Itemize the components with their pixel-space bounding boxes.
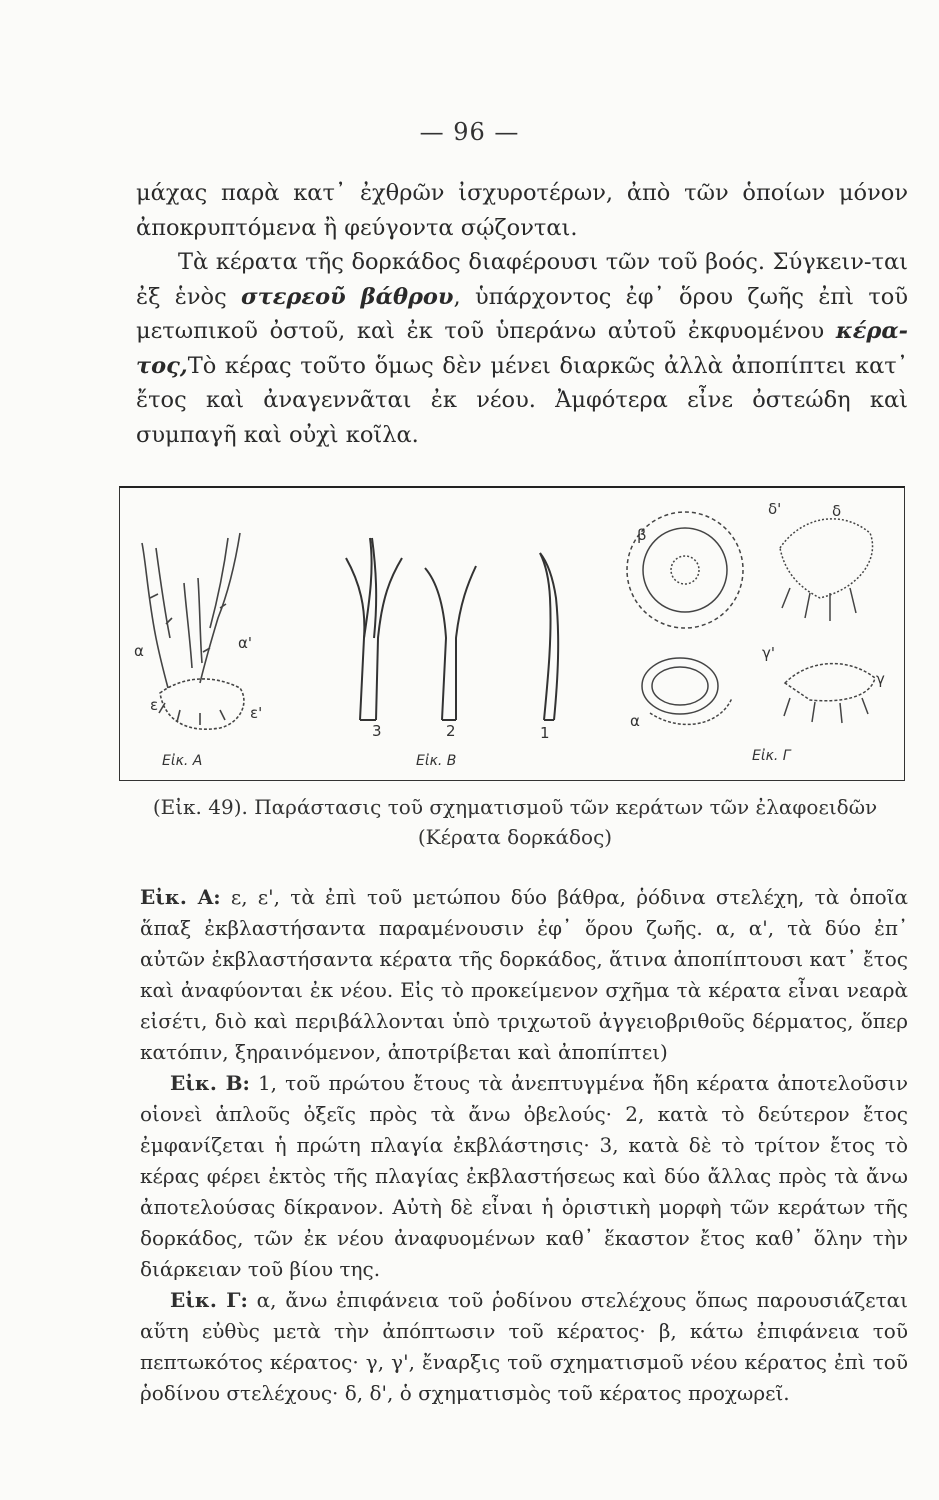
- legend-fig-a: [140, 882, 908, 1068]
- paragraph-2-part-e: Τὸ κέρας τοῦτο ὅμως δὲν μένει διαρκῶς ἀλλὰ ἀποπίπτει κατ᾽ ἔτος καὶ ἀναγεννᾶται ἐκ νέου. Ἀμφότερα εἶνε ὀστεώδη καὶ συμπαγῆ καὶ οὐχὶ κοῖλα.: [136, 352, 908, 448]
- label-g: γ: [876, 670, 885, 688]
- label-fig-b: Εἰκ. Β: [416, 753, 457, 769]
- label-b: β: [637, 526, 647, 544]
- legend-fig-c: [140, 1285, 908, 1409]
- label-a-prime: α': [238, 634, 253, 652]
- legend-fig-a-text: ε, ε', τὰ ἐπὶ τοῦ μετώπου δύο βάθρα, ῥόδινα στελέχη, τὰ ὁποῖα ἅπαξ ἐκβλαστήσαντα παραμένουσιν ἐφ᾽ ὅρου ζωῆς. α, α', τὰ δύο ἐπ᾽ αὐτῶν ἐκβλαστήσαντα κέρατα τῆς δορκάδος, ἅτινα ἀποπίπτουσι κατ᾽ ἔτος καὶ ἀναφύονται ἐκ νέου. Εἰς τὸ προκείμενον σχῆμα τὰ κέρατα εἶναι νεαρὰ εἰσέτι, διὸ καὶ περιβάλλονται ὑπὸ τριχωτοῦ ἀγγειοβριθοῦς δέρματος, ὅπερ κατόπιν, ξηραινόμενον, ἀποτρίβεται καὶ ἀποπίπτει): [140, 885, 909, 1064]
- label-stage-3: 3: [372, 722, 382, 740]
- paragraph-2: [136, 245, 908, 452]
- figure-49: [119, 486, 905, 781]
- fig-b-drawing: [346, 538, 558, 720]
- caption-line-1: (Εἰκ. 49). Παράστασις τοῦ σχηματισμοῦ τῶν κεράτων τῶν ἐλαφοειδῶν: [152, 795, 878, 819]
- legend-fig-b: [140, 1068, 908, 1285]
- fig-c-drawing: [627, 512, 875, 724]
- label-d: δ: [832, 502, 842, 520]
- paragraph-2-part-c: , ὑπάρχοντος ἐφ᾽ ὅρου ζωῆς ἐπὶ τοῦ μετωπικοῦ ὀστοῦ, καὶ ἐκ τοῦ ὑπεράνω αὐτοῦ ἐκφυομένου: [136, 283, 908, 344]
- label-fig-c: Εἰκ. Γ: [752, 748, 791, 764]
- figure-legend: [140, 882, 908, 1409]
- legend-fig-a-tag: Εἰκ. Α:: [140, 885, 221, 909]
- label-stage-2: 2: [446, 722, 456, 740]
- label-e-prime: ε': [250, 704, 263, 722]
- paragraph-1: μάχας παρὰ κατ᾽ ἐχθρῶν ἰσχυροτέρων, ἀπὸ τῶν ὁποίων μόνον ἀποκρυπτόμενα ἢ φεύγοντα σῴζονται.: [136, 180, 908, 241]
- page-number: — 96 —: [419, 118, 520, 146]
- legend-fig-c-tag: Εἰκ. Γ:: [170, 1288, 248, 1312]
- figure-caption: [120, 792, 910, 852]
- caption-line-2: (Κέρατα δορκάδος): [417, 825, 613, 849]
- body-text: [136, 176, 908, 452]
- figure-illustration: [120, 488, 904, 780]
- legend-fig-c-text: α, ἄνω ἐπιφάνεια τοῦ ῥοδίνου στελέχους ὅπως παρουσιάζεται αὕτη εὐθὺς μετὰ τὴν ἀπόπτωσιν τοῦ κέρατος· β, κάτω ἐπιφάνεια τοῦ πεπτωκότος κέρατος· γ, γ', ἔναρξις τοῦ σχηματισμοῦ νέου κέρατος ἐπὶ τοῦ ῥοδίνου στελέχους· δ, δ', ὁ σχηματισμὸς τοῦ κέρατος προχωρεῖ.: [140, 1288, 908, 1405]
- label-g-prime: γ': [762, 644, 776, 662]
- label-d-prime: δ': [768, 500, 782, 518]
- term-horn: κέρα-τος,: [136, 318, 908, 379]
- paragraph-2-part-a: Τὰ κέρατα τῆς δορκάδος διαφέρουσι τῶν τοῦ βοός. Σύγκειν-ται ἐξ ἑνὸς: [136, 249, 908, 310]
- label-a: α: [134, 642, 144, 660]
- legend-fig-b-text: 1, τοῦ πρώτου ἔτους τὰ ἀνεπτυγμένα ἤδη κέρατα ἀποτελοῦσιν οἱονεὶ ἁπλοῦς ὀξεῖς πρὸς τὰ ἄνω ὀβελούς· 2, κατὰ τὸ δεύτερον ἔτος ἐμφανίζεται ἡ πρώτη πλαγία ἐκβλάστησις· 3, κατὰ δὲ τὸ τρίτον ἔτος τὸ κέρας φέρει ἐκτὸς τῆς πλαγίας ἐκβλαστήσεως καὶ δύο ἄλλας πρὸς τὰ ἄνω ἀποτελούσας δίκρανον. Αὐτὴ δὲ εἶναι ἡ ὁριστικὴ μορφὴ τῶν κεράτων τῆς δορκάδος, τῶν ἐκ νέου ἀναφυομένων καθ᾽ ἕκαστον ἔτος καθ᾽ ὅλην τὴν διάρκειαν τοῦ βίου της.: [140, 1071, 908, 1281]
- label-e: ε: [150, 696, 159, 714]
- label-c-a: α: [630, 712, 640, 730]
- term-solid-base: στερεοῦ βάθρου: [241, 283, 454, 310]
- legend-fig-b-tag: Εἰκ. Β:: [170, 1071, 250, 1095]
- label-stage-1: 1: [540, 724, 550, 742]
- label-fig-a: Εἰκ. Α: [162, 753, 203, 769]
